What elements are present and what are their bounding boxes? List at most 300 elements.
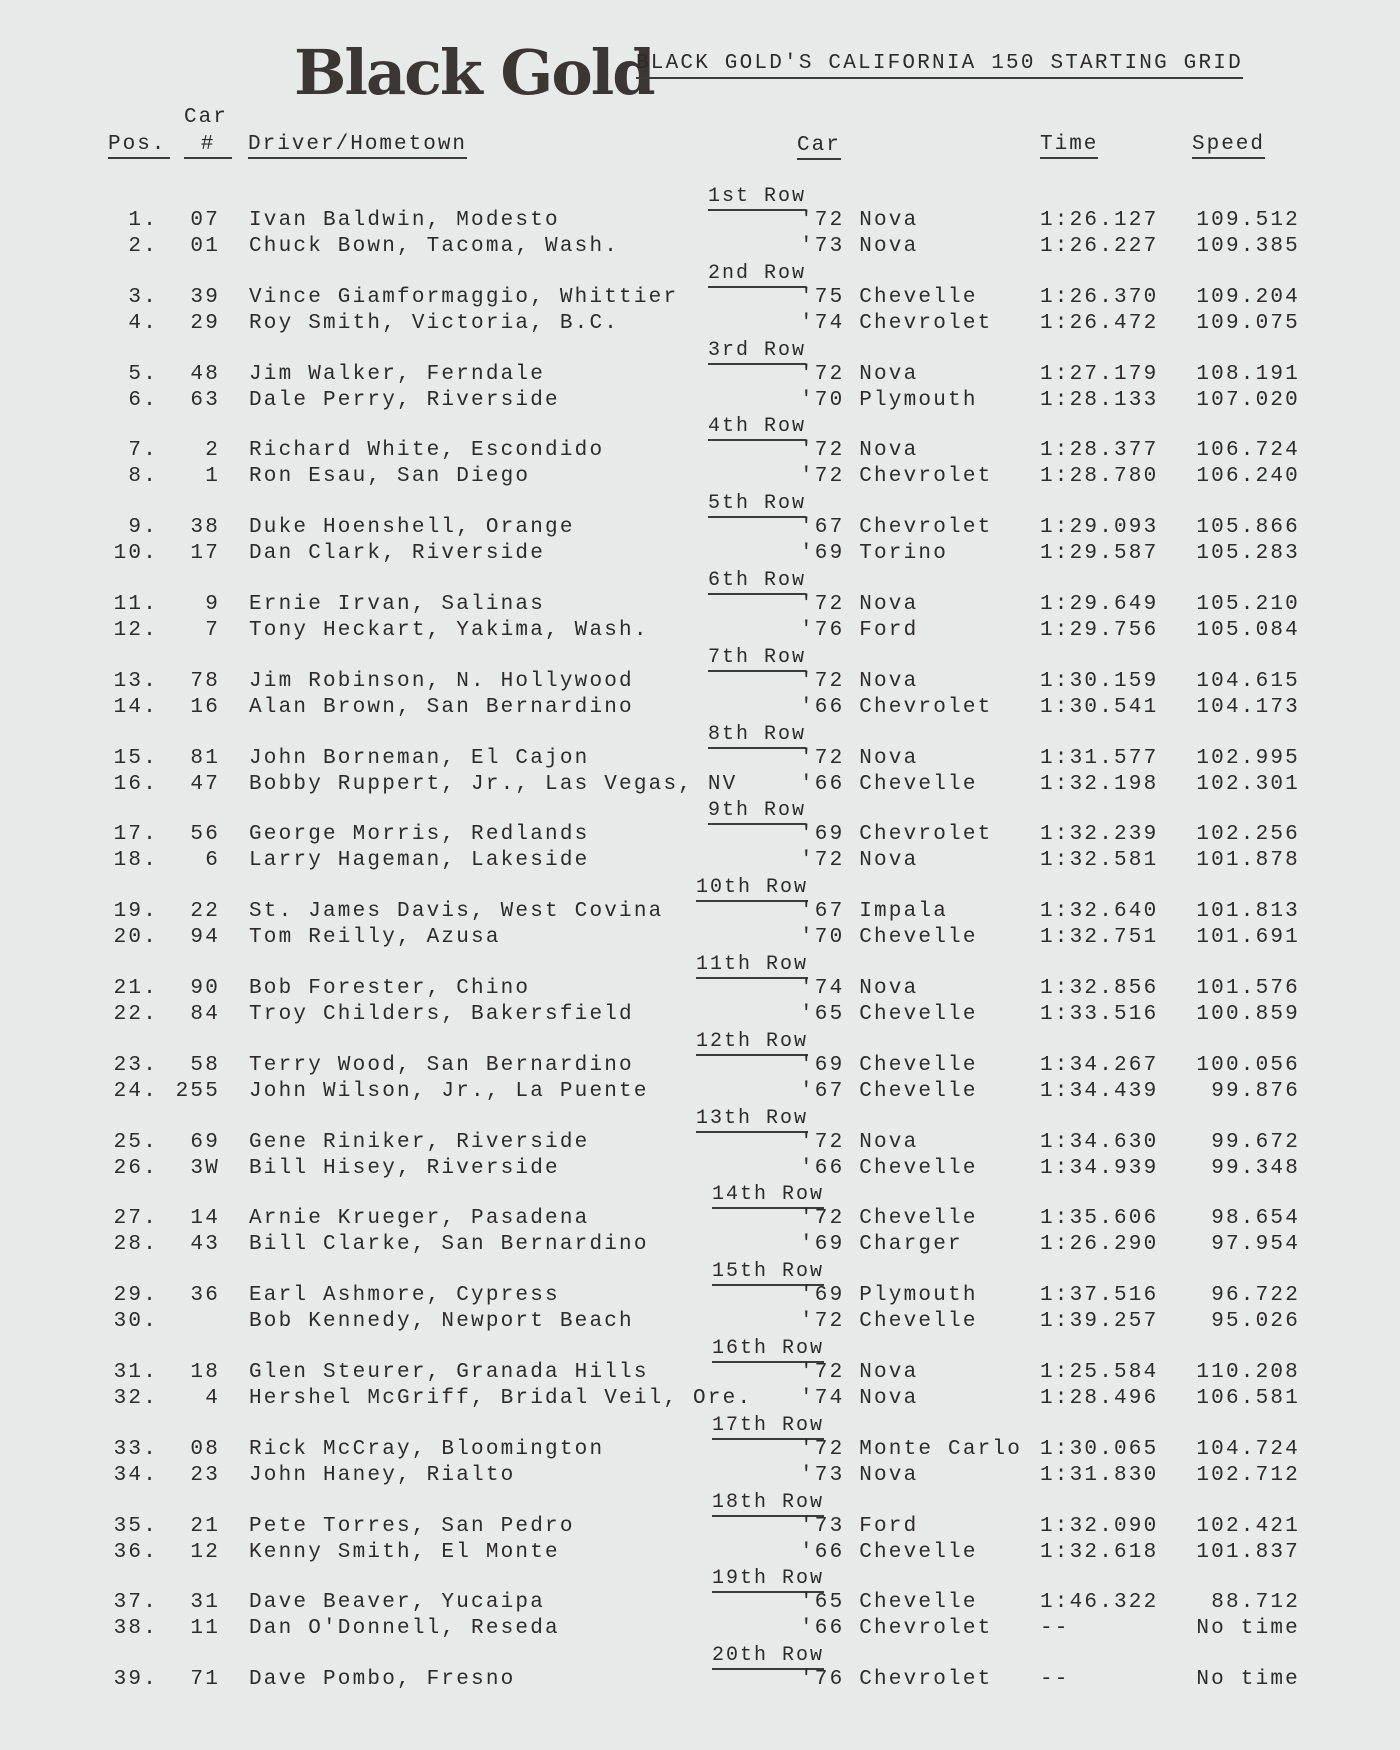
entry-car-model: '67 Chevelle bbox=[800, 1080, 978, 1103]
entry-position: 16. bbox=[113, 773, 158, 796]
entry-car-model: '66 Chevrolet bbox=[800, 1617, 993, 1640]
entry-car-number: 01 bbox=[190, 235, 220, 258]
grid-entry-row bbox=[0, 593, 1400, 619]
entry-car-number: 08 bbox=[190, 1438, 220, 1461]
entry-car-number: 07 bbox=[190, 209, 220, 232]
col-header-speed: Speed bbox=[1192, 133, 1265, 159]
entry-position: 14. bbox=[113, 696, 158, 719]
col-header-car: Car bbox=[797, 134, 841, 160]
entry-driver-hometown: Bob Kennedy, Newport Beach bbox=[249, 1310, 634, 1333]
entry-car-number: 71 bbox=[190, 1668, 220, 1691]
entry-speed: 100.056 bbox=[1196, 1054, 1300, 1077]
entry-car-number: 31 bbox=[190, 1591, 220, 1614]
entry-car-model: '65 Chevelle bbox=[800, 1591, 978, 1614]
entry-car-number: 38 bbox=[190, 516, 220, 539]
entry-driver-hometown: Ivan Baldwin, Modesto bbox=[249, 209, 560, 232]
entry-car-number: 6 bbox=[205, 849, 220, 872]
entry-car-model: '73 Nova bbox=[800, 1464, 919, 1487]
entry-car-model: '66 Chevelle bbox=[800, 1541, 978, 1564]
entry-time: 1:29.093 bbox=[1040, 516, 1159, 539]
entry-car-model: '66 Chevelle bbox=[800, 773, 978, 796]
entry-speed: 101.837 bbox=[1196, 1541, 1300, 1564]
entry-car-model: '69 Torino bbox=[800, 542, 949, 565]
grid-entry-row bbox=[0, 747, 1400, 773]
black-gold-logo: Black Gold bbox=[294, 36, 654, 109]
entry-car-model: '72 Chevrolet bbox=[800, 465, 993, 488]
entry-position: 15. bbox=[113, 747, 158, 770]
entry-time: 1:26.127 bbox=[1040, 209, 1159, 232]
grid-entry-row bbox=[0, 1668, 1400, 1694]
row-label: 6th Row bbox=[708, 569, 806, 595]
entry-driver-hometown: Bill Hisey, Riverside bbox=[249, 1157, 560, 1180]
entry-time: 1:32.090 bbox=[1040, 1515, 1159, 1538]
entry-speed: 106.581 bbox=[1196, 1387, 1300, 1410]
row-label: 5th Row bbox=[708, 492, 806, 518]
entry-time: 1:34.939 bbox=[1040, 1157, 1159, 1180]
entry-car-model: '74 Chevrolet bbox=[800, 312, 993, 335]
grid-entry-row bbox=[0, 1310, 1400, 1336]
row-label: 20th Row bbox=[712, 1644, 824, 1670]
entry-driver-hometown: Arnie Krueger, Pasadena bbox=[249, 1207, 590, 1230]
grid-entry-row bbox=[0, 1054, 1400, 1080]
entry-position: 5. bbox=[128, 363, 158, 386]
row-label: 8th Row bbox=[708, 723, 806, 749]
grid-entry-row bbox=[0, 1387, 1400, 1413]
entry-speed: 105.084 bbox=[1196, 619, 1300, 642]
entry-driver-hometown: St. James Davis, West Covina bbox=[249, 900, 664, 923]
entry-car-number: 39 bbox=[190, 286, 220, 309]
col-header-pos: Pos. bbox=[108, 133, 170, 159]
entry-car-model: '72 Nova bbox=[800, 593, 919, 616]
entry-position: 25. bbox=[113, 1131, 158, 1154]
entry-speed: 109.512 bbox=[1196, 209, 1300, 232]
grid-entry-row bbox=[0, 1233, 1400, 1259]
entry-time: 1:26.472 bbox=[1040, 312, 1159, 335]
entry-position: 26. bbox=[113, 1157, 158, 1180]
grid-entry-row bbox=[0, 465, 1400, 491]
entry-car-model: '76 Chevrolet bbox=[800, 1668, 993, 1691]
grid-entry-row bbox=[0, 1284, 1400, 1310]
row-label: 4th Row bbox=[708, 415, 806, 441]
entry-time: 1:32.198 bbox=[1040, 773, 1159, 796]
entry-driver-hometown: Dan O'Donnell, Reseda bbox=[249, 1617, 560, 1640]
entry-position: 31. bbox=[113, 1361, 158, 1384]
entry-time: 1:28.780 bbox=[1040, 465, 1159, 488]
entry-car-model: '72 Chevelle bbox=[800, 1310, 978, 1333]
grid-entry-row bbox=[0, 926, 1400, 952]
entry-car-model: '69 Plymouth bbox=[800, 1284, 978, 1307]
entry-car-number: 58 bbox=[190, 1054, 220, 1077]
entry-car-number: 2 bbox=[205, 439, 220, 462]
row-label: 14th Row bbox=[712, 1183, 824, 1209]
entry-car-number: 69 bbox=[190, 1131, 220, 1154]
entry-car-number: 47 bbox=[190, 773, 220, 796]
entry-driver-hometown: Chuck Bown, Tacoma, Wash. bbox=[249, 235, 620, 258]
grid-entry-row bbox=[0, 1591, 1400, 1617]
entry-time: 1:32.856 bbox=[1040, 977, 1159, 1000]
entry-car-number: 78 bbox=[190, 670, 220, 693]
entry-time: 1:30.159 bbox=[1040, 670, 1159, 693]
grid-entry-row bbox=[0, 1361, 1400, 1387]
entry-driver-hometown: Bobby Ruppert, Jr., Las Vegas, NV bbox=[249, 773, 738, 796]
entry-position: 28. bbox=[113, 1233, 158, 1256]
entry-driver-hometown: Earl Ashmore, Cypress bbox=[249, 1284, 560, 1307]
entry-time: 1:26.290 bbox=[1040, 1233, 1159, 1256]
grid-entry-row bbox=[0, 670, 1400, 696]
entry-position: 8. bbox=[128, 465, 158, 488]
entry-driver-hometown: Bill Clarke, San Bernardino bbox=[249, 1233, 649, 1256]
entry-position: 11. bbox=[113, 593, 158, 616]
entry-car-number: 18 bbox=[190, 1361, 220, 1384]
row-label: 11th Row bbox=[696, 953, 808, 979]
row-label: 19th Row bbox=[712, 1567, 824, 1593]
entry-car-number: 21 bbox=[190, 1515, 220, 1538]
entry-car-model: '75 Chevelle bbox=[800, 286, 978, 309]
entry-car-number: 94 bbox=[190, 926, 220, 949]
grid-entry-row bbox=[0, 363, 1400, 389]
entry-time: 1:28.496 bbox=[1040, 1387, 1159, 1410]
entry-car-model: '66 Chevrolet bbox=[800, 696, 993, 719]
entry-car-number: 9 bbox=[205, 593, 220, 616]
entry-speed: 102.256 bbox=[1196, 823, 1300, 846]
row-label: 9th Row bbox=[708, 799, 806, 825]
entry-driver-hometown: Troy Childers, Bakersfield bbox=[249, 1003, 634, 1026]
entry-car-model: '69 Chevrolet bbox=[800, 823, 993, 846]
entry-time: -- bbox=[1040, 1668, 1070, 1691]
grid-entry-row bbox=[0, 1080, 1400, 1106]
entry-position: 37. bbox=[113, 1591, 158, 1614]
entry-car-number: 4 bbox=[205, 1387, 220, 1410]
entry-position: 27. bbox=[113, 1207, 158, 1230]
row-label: 17th Row bbox=[712, 1414, 824, 1440]
entry-driver-hometown: Jim Walker, Ferndale bbox=[249, 363, 546, 386]
grid-entry-row bbox=[0, 516, 1400, 542]
entry-time: 1:32.618 bbox=[1040, 1541, 1159, 1564]
entry-position: 39. bbox=[113, 1668, 158, 1691]
grid-entry-row bbox=[0, 1464, 1400, 1490]
entry-car-number: 84 bbox=[190, 1003, 220, 1026]
entry-position: 32. bbox=[113, 1387, 158, 1410]
entry-driver-hometown: George Morris, Redlands bbox=[249, 823, 590, 846]
entry-position: 7. bbox=[128, 439, 158, 462]
entry-speed: 108.191 bbox=[1196, 363, 1300, 386]
entry-driver-hometown: Rick McCray, Bloomington bbox=[249, 1438, 605, 1461]
grid-entry-row bbox=[0, 1131, 1400, 1157]
entry-car-model: '74 Nova bbox=[800, 977, 919, 1000]
grid-entry-row bbox=[0, 977, 1400, 1003]
entry-driver-hometown: John Borneman, El Cajon bbox=[249, 747, 590, 770]
entry-position: 22. bbox=[113, 1003, 158, 1026]
entry-speed: 105.866 bbox=[1196, 516, 1300, 539]
entry-position: 23. bbox=[113, 1054, 158, 1077]
entry-driver-hometown: Hershel McGriff, Bridal Veil, Ore. bbox=[249, 1387, 753, 1410]
entry-car-number: 17 bbox=[190, 542, 220, 565]
row-label: 7th Row bbox=[708, 646, 806, 672]
entry-car-number: 36 bbox=[190, 1284, 220, 1307]
entry-car-model: '70 Chevelle bbox=[800, 926, 978, 949]
entry-driver-hometown: Kenny Smith, El Monte bbox=[249, 1541, 560, 1564]
entry-car-model: '72 Nova bbox=[800, 363, 919, 386]
entry-position: 12. bbox=[113, 619, 158, 642]
entry-car-number: 63 bbox=[190, 389, 220, 412]
entry-driver-hometown: Terry Wood, San Bernardino bbox=[249, 1054, 634, 1077]
entry-driver-hometown: Dave Beaver, Yucaipa bbox=[249, 1591, 546, 1614]
entry-car-number: 48 bbox=[190, 363, 220, 386]
grid-entry-row bbox=[0, 1515, 1400, 1541]
entry-driver-hometown: John Wilson, Jr., La Puente bbox=[249, 1080, 649, 1103]
entry-car-model: '72 Nova bbox=[800, 1361, 919, 1384]
col-header-driver: Driver/Hometown bbox=[248, 133, 467, 159]
entry-driver-hometown: Vince Giamformaggio, Whittier bbox=[249, 286, 679, 309]
entry-position: 35. bbox=[113, 1515, 158, 1538]
entry-speed: 101.691 bbox=[1196, 926, 1300, 949]
entry-speed: 104.173 bbox=[1196, 696, 1300, 719]
row-label: 12th Row bbox=[696, 1030, 808, 1056]
entry-car-model: '76 Ford bbox=[800, 619, 919, 642]
entry-driver-hometown: Dan Clark, Riverside bbox=[249, 542, 546, 565]
entry-speed: 102.301 bbox=[1196, 773, 1300, 796]
entry-position: 6. bbox=[128, 389, 158, 412]
entry-time: 1:25.584 bbox=[1040, 1361, 1159, 1384]
entry-car-model: '72 Nova bbox=[800, 849, 919, 872]
entry-position: 18. bbox=[113, 849, 158, 872]
entry-driver-hometown: Pete Torres, San Pedro bbox=[249, 1515, 575, 1538]
entry-driver-hometown: Ron Esau, San Diego bbox=[249, 465, 531, 488]
entry-car-model: '72 Nova bbox=[800, 747, 919, 770]
entry-speed: 102.995 bbox=[1196, 747, 1300, 770]
entry-position: 20. bbox=[113, 926, 158, 949]
grid-entry-row bbox=[0, 1157, 1400, 1183]
row-label: 10th Row bbox=[696, 876, 808, 902]
entry-speed: 100.859 bbox=[1196, 1003, 1300, 1026]
entry-car-number: 3W bbox=[190, 1157, 220, 1180]
entry-car-model: '69 Charger bbox=[800, 1233, 963, 1256]
col-header-car-num-top: Car bbox=[184, 106, 228, 129]
row-label: 15th Row bbox=[712, 1260, 824, 1286]
entry-time: 1:46.322 bbox=[1040, 1591, 1159, 1614]
entry-car-number: 14 bbox=[190, 1207, 220, 1230]
entry-speed: 106.724 bbox=[1196, 439, 1300, 462]
entry-time: 1:35.606 bbox=[1040, 1207, 1159, 1230]
entry-speed: 110.208 bbox=[1196, 1361, 1300, 1384]
grid-entry-row bbox=[0, 773, 1400, 799]
entry-car-number: 11 bbox=[190, 1617, 220, 1640]
row-label: 13th Row bbox=[696, 1107, 808, 1133]
entry-driver-hometown: Jim Robinson, N. Hollywood bbox=[249, 670, 634, 693]
entry-car-number: 12 bbox=[190, 1541, 220, 1564]
entry-car-number: 90 bbox=[190, 977, 220, 1000]
entry-speed: 95.026 bbox=[1211, 1310, 1300, 1333]
col-header-car-num: # bbox=[184, 133, 232, 159]
grid-entry-row bbox=[0, 1207, 1400, 1233]
entry-speed: No time bbox=[1196, 1617, 1300, 1640]
entry-car-model: '72 Nova bbox=[800, 439, 919, 462]
entry-position: 3. bbox=[128, 286, 158, 309]
entry-position: 29. bbox=[113, 1284, 158, 1307]
grid-entry-row bbox=[0, 209, 1400, 235]
entry-time: 1:33.516 bbox=[1040, 1003, 1159, 1026]
grid-entry-row bbox=[0, 849, 1400, 875]
entry-position: 2. bbox=[128, 235, 158, 258]
entry-position: 4. bbox=[128, 312, 158, 335]
entry-position: 34. bbox=[113, 1464, 158, 1487]
entry-speed: 99.348 bbox=[1211, 1157, 1300, 1180]
grid-entry-row bbox=[0, 312, 1400, 338]
entry-time: 1:26.370 bbox=[1040, 286, 1159, 309]
entry-speed: 88.712 bbox=[1211, 1591, 1300, 1614]
entry-position: 17. bbox=[113, 823, 158, 846]
entry-car-number: 23 bbox=[190, 1464, 220, 1487]
entry-speed: 101.576 bbox=[1196, 977, 1300, 1000]
entry-position: 38. bbox=[113, 1617, 158, 1640]
entry-driver-hometown: Dave Pombo, Fresno bbox=[249, 1668, 516, 1691]
entry-speed: 96.722 bbox=[1211, 1284, 1300, 1307]
entry-car-model: '65 Chevelle bbox=[800, 1003, 978, 1026]
entry-driver-hometown: Gene Riniker, Riverside bbox=[249, 1131, 590, 1154]
grid-entry-row bbox=[0, 1003, 1400, 1029]
entry-driver-hometown: Tony Heckart, Yakima, Wash. bbox=[249, 619, 649, 642]
row-label: 2nd Row bbox=[708, 262, 806, 288]
entry-time: 1:27.179 bbox=[1040, 363, 1159, 386]
entry-car-model: '73 Nova bbox=[800, 235, 919, 258]
row-label: 3rd Row bbox=[708, 339, 806, 365]
entry-time: 1:28.377 bbox=[1040, 439, 1159, 462]
entry-time: 1:29.587 bbox=[1040, 542, 1159, 565]
entry-car-model: '70 Plymouth bbox=[800, 389, 978, 412]
grid-entry-row bbox=[0, 542, 1400, 568]
entry-time: 1:34.267 bbox=[1040, 1054, 1159, 1077]
entry-time: 1:29.649 bbox=[1040, 593, 1159, 616]
entry-position: 1. bbox=[128, 209, 158, 232]
entry-car-model: '72 Nova bbox=[800, 209, 919, 232]
row-label: 18th Row bbox=[712, 1491, 824, 1517]
entry-speed: 98.654 bbox=[1211, 1207, 1300, 1230]
entry-time: 1:39.257 bbox=[1040, 1310, 1159, 1333]
entry-speed: 101.813 bbox=[1196, 900, 1300, 923]
entry-time: 1:28.133 bbox=[1040, 389, 1159, 412]
entry-time: 1:32.581 bbox=[1040, 849, 1159, 872]
grid-entry-row bbox=[0, 696, 1400, 722]
entry-car-number: 22 bbox=[190, 900, 220, 923]
entry-driver-hometown: Bob Forester, Chino bbox=[249, 977, 531, 1000]
entry-time: 1:31.577 bbox=[1040, 747, 1159, 770]
entry-car-number: 7 bbox=[205, 619, 220, 642]
grid-entry-row bbox=[0, 389, 1400, 415]
entry-speed: 109.385 bbox=[1196, 235, 1300, 258]
col-header-time: Time bbox=[1040, 133, 1098, 159]
entry-speed: 102.712 bbox=[1196, 1464, 1300, 1487]
entry-car-number: 43 bbox=[190, 1233, 220, 1256]
row-label: 16th Row bbox=[712, 1337, 824, 1363]
grid-entry-row bbox=[0, 439, 1400, 465]
entry-car-number: 1 bbox=[205, 465, 220, 488]
row-label: 1st Row bbox=[708, 185, 806, 211]
entry-driver-hometown: John Haney, Rialto bbox=[249, 1464, 516, 1487]
entry-driver-hometown: Dale Perry, Riverside bbox=[249, 389, 560, 412]
entry-car-model: '72 Chevelle bbox=[800, 1207, 978, 1230]
entry-driver-hometown: Glen Steurer, Granada Hills bbox=[249, 1361, 649, 1384]
entry-driver-hometown: Roy Smith, Victoria, B.C. bbox=[249, 312, 620, 335]
entry-position: 30. bbox=[113, 1310, 158, 1333]
entry-car-model: '67 Chevrolet bbox=[800, 516, 993, 539]
entry-car-model: '69 Chevelle bbox=[800, 1054, 978, 1077]
entry-speed: 109.204 bbox=[1196, 286, 1300, 309]
entry-car-model: '72 Monte Carlo bbox=[800, 1438, 1023, 1461]
entry-car-number: 56 bbox=[190, 823, 220, 846]
entry-car-model: '73 Ford bbox=[800, 1515, 919, 1538]
entry-speed: 105.283 bbox=[1196, 542, 1300, 565]
grid-entry-row bbox=[0, 1438, 1400, 1464]
entry-car-number: 29 bbox=[190, 312, 220, 335]
entry-car-number: 16 bbox=[190, 696, 220, 719]
entry-driver-hometown: Richard White, Escondido bbox=[249, 439, 605, 462]
entry-position: 19. bbox=[113, 900, 158, 923]
grid-entry-row bbox=[0, 1541, 1400, 1567]
entry-position: 24. bbox=[113, 1080, 158, 1103]
grid-entry-row bbox=[0, 235, 1400, 261]
entry-position: 21. bbox=[113, 977, 158, 1000]
entry-car-model: '66 Chevelle bbox=[800, 1157, 978, 1180]
entry-position: 10. bbox=[113, 542, 158, 565]
entry-speed: 101.878 bbox=[1196, 849, 1300, 872]
entry-position: 13. bbox=[113, 670, 158, 693]
entry-time: 1:34.439 bbox=[1040, 1080, 1159, 1103]
entry-speed: 104.615 bbox=[1196, 670, 1300, 693]
entry-time: 1:32.640 bbox=[1040, 900, 1159, 923]
grid-entry-row bbox=[0, 1617, 1400, 1643]
entry-time: -- bbox=[1040, 1617, 1070, 1640]
entry-speed: 99.876 bbox=[1211, 1080, 1300, 1103]
entry-driver-hometown: Ernie Irvan, Salinas bbox=[249, 593, 546, 616]
entry-time: 1:32.239 bbox=[1040, 823, 1159, 846]
entry-speed: 104.724 bbox=[1196, 1438, 1300, 1461]
entry-car-model: '74 Nova bbox=[800, 1387, 919, 1410]
entry-driver-hometown: Larry Hageman, Lakeside bbox=[249, 849, 590, 872]
entry-driver-hometown: Alan Brown, San Bernardino bbox=[249, 696, 634, 719]
document-title: BLACK GOLD'S CALIFORNIA 150 STARTING GRID bbox=[636, 52, 1243, 79]
entry-time: 1:30.541 bbox=[1040, 696, 1159, 719]
entry-speed: No time bbox=[1196, 1668, 1300, 1691]
grid-entry-row bbox=[0, 619, 1400, 645]
entry-speed: 105.210 bbox=[1196, 593, 1300, 616]
entry-time: 1:32.751 bbox=[1040, 926, 1159, 949]
entry-car-model: '67 Impala bbox=[800, 900, 949, 923]
entry-car-model: '72 Nova bbox=[800, 1131, 919, 1154]
grid-entry-row bbox=[0, 900, 1400, 926]
entry-time: 1:34.630 bbox=[1040, 1131, 1159, 1154]
entry-time: 1:30.065 bbox=[1040, 1438, 1159, 1461]
grid-entry-row bbox=[0, 823, 1400, 849]
entry-driver-hometown: Tom Reilly, Azusa bbox=[249, 926, 501, 949]
entry-speed: 97.954 bbox=[1211, 1233, 1300, 1256]
entry-driver-hometown: Duke Hoenshell, Orange bbox=[249, 516, 575, 539]
grid-entry-row bbox=[0, 286, 1400, 312]
entry-car-number: 81 bbox=[190, 747, 220, 770]
entry-car-model: '72 Nova bbox=[800, 670, 919, 693]
entry-time: 1:26.227 bbox=[1040, 235, 1159, 258]
entry-speed: 99.672 bbox=[1211, 1131, 1300, 1154]
entry-position: 36. bbox=[113, 1541, 158, 1564]
entry-speed: 109.075 bbox=[1196, 312, 1300, 335]
entry-position: 9. bbox=[128, 516, 158, 539]
entry-car-number: 255 bbox=[175, 1080, 220, 1103]
entry-time: 1:37.516 bbox=[1040, 1284, 1159, 1307]
entry-speed: 107.020 bbox=[1196, 389, 1300, 412]
entry-speed: 106.240 bbox=[1196, 465, 1300, 488]
entry-position: 33. bbox=[113, 1438, 158, 1461]
entry-time: 1:31.830 bbox=[1040, 1464, 1159, 1487]
entry-time: 1:29.756 bbox=[1040, 619, 1159, 642]
